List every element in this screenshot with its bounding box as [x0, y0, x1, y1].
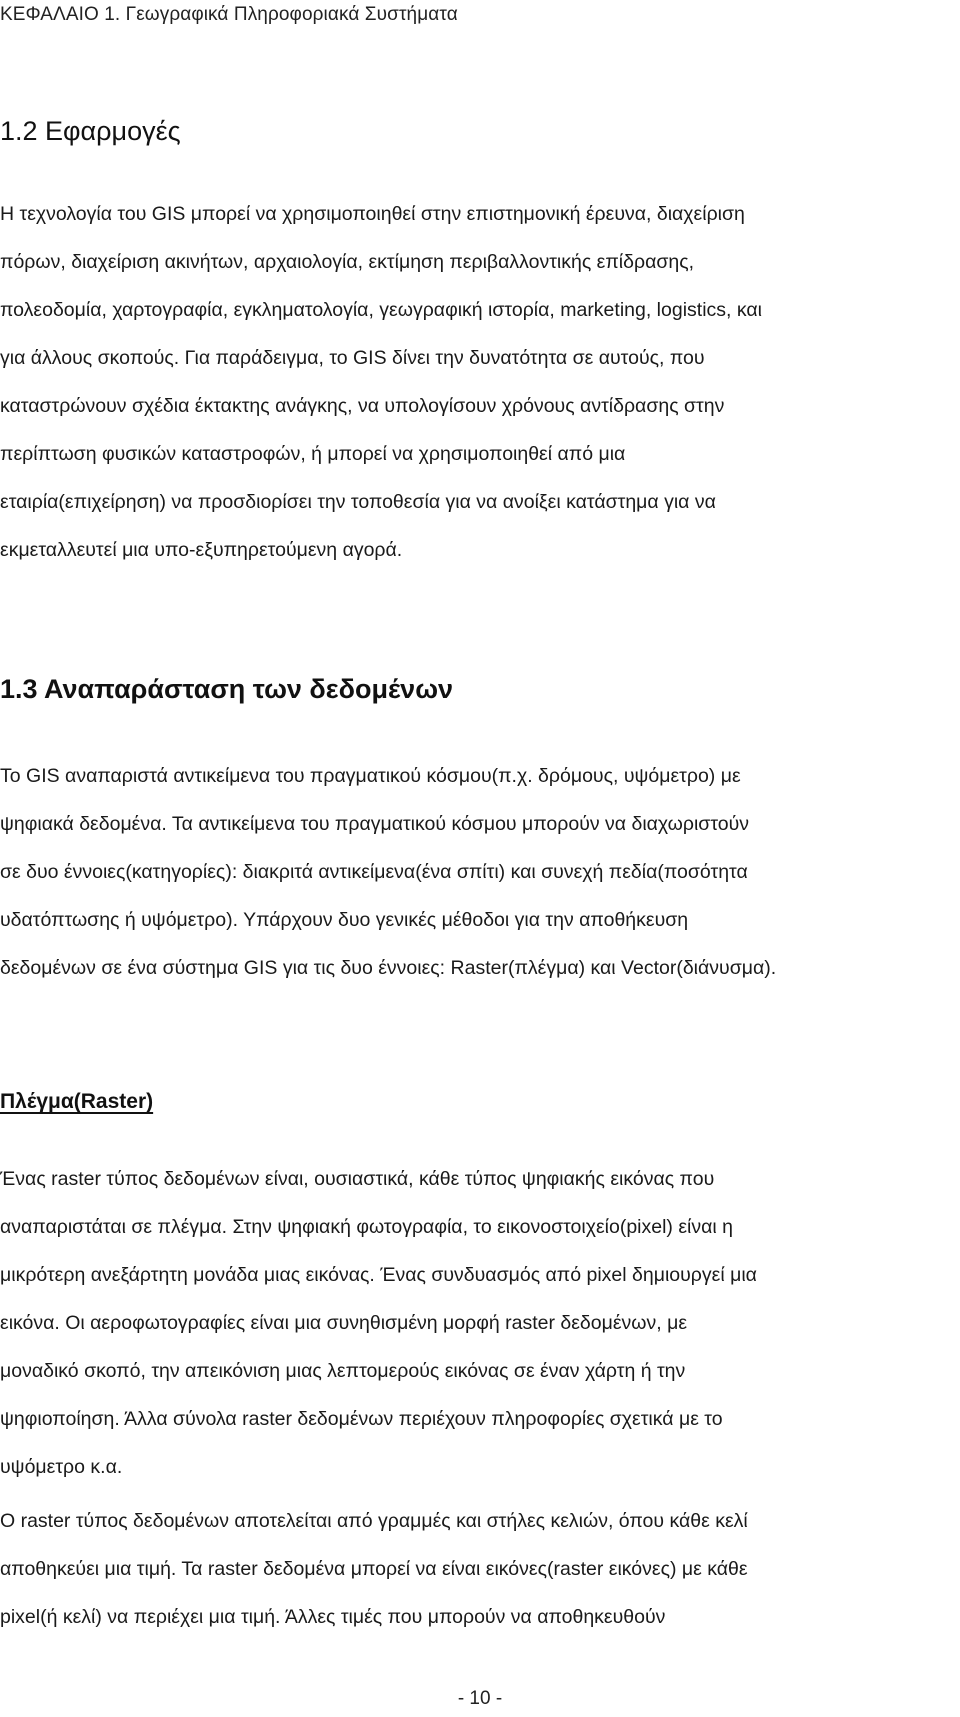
paragraph-representation: [0, 752, 950, 992]
text-line: υψόμετρο κ.α.: [0, 1456, 123, 1478]
page-number: - 10 -: [457, 1688, 503, 1709]
paragraph-applications: [0, 190, 950, 574]
text-line: ψηφιακά δεδομένα. Τα αντικείμενα του πραγματικού κόσμου μπορούν να διαχωριστούν: [0, 813, 750, 835]
text-line: Το GIS αναπαριστά αντικείμενα του πραγματικού κόσμου(π.χ. δρόμους, υψόμετρο) με: [0, 765, 741, 787]
text-line: σε δυο έννοιες(κατηγορίες): διακριτά αντικείμενα(ένα σπίτι) και συνεχή πεδία(ποσότητα: [0, 861, 748, 883]
text-line: αναπαριστάται σε πλέγμα. Στην ψηφιακή φωτογραφία, το εικονοστοιχείο(pixel) είναι η: [0, 1216, 733, 1238]
text-line: Ο raster τύπος δεδομένων αποτελείται από γραμμές και στήλες κελιών, όπου κάθε κελί: [0, 1510, 748, 1532]
text-line: για άλλους σκοπούς. Για παράδειγμα, το GIS δίνει την δυνατότητα σε αυτούς, που: [0, 347, 705, 369]
paragraph-raster-definition: [0, 1155, 950, 1491]
text-line: περίπτωση φυσικών καταστροφών, ή μπορεί να χρησιμοποιηθεί από μια: [0, 443, 626, 465]
paragraph-raster-cells: [0, 1497, 950, 1641]
text-line: μικρότερη ανεξάρτητη μονάδα μιας εικόνας. Ένας συνδυασμός από pixel δημιουργεί μια: [0, 1264, 757, 1286]
subheading-raster: Πλέγμα(Raster): [0, 1090, 154, 1113]
text-line: Η τεχνολογία του GIS μπορεί να χρησιμοποιηθεί στην επιστημονική έρευνα, διαχείριση: [0, 203, 745, 225]
text-line: Ένας raster τύπος δεδομένων είναι, ουσιαστικά, κάθε τύπος ψηφιακής εικόνας που: [0, 1168, 715, 1190]
running-header: ΚΕΦΑΛΑΙΟ 1. Γεωγραφικά Πληροφοριακά Συστήματα: [0, 4, 458, 25]
text-line: δεδομένων σε ένα σύστημα GIS για τις δυο έννοιες: Raster(πλέγμα) και Vector(διάνυσμα).: [0, 957, 777, 979]
text-line: εταιρία(επιχείρηση) να προσδιορίσει την τοποθεσία για να ανοίξει κατάστημα για να: [0, 491, 716, 513]
section-heading-representation: 1.3 Αναπαράσταση των δεδομένων: [0, 674, 454, 704]
text-line: καταστρώνουν σχέδια έκτακτης ανάγκης, να υπολογίσουν χρόνους αντίδρασης στην: [0, 395, 725, 417]
text-line: εκμεταλλευτεί μια υπο-εξυπηρετούμενη αγορά.: [0, 539, 403, 561]
text-line: μοναδικό σκοπό, την απεικόνιση μιας λεπτομερούς εικόνας σε έναν χάρτη ή την: [0, 1360, 686, 1382]
section-heading-applications: 1.2 Εφαρμογές: [0, 116, 181, 146]
text-line: αποθηκεύει μια τιμή. Τα raster δεδομένα μπορεί να είναι εικόνες(raster εικόνες) με κάθε: [0, 1558, 748, 1580]
text-line: υδατόπτωσης ή υψόμετρο). Υπάρχουν δυο γενικές μέθοδοι για την αποθήκευση: [0, 909, 689, 931]
text-line: εικόνα. Οι αεροφωτογραφίες είναι μια συνηθισμένη μορφή raster δεδομένων, με: [0, 1312, 688, 1334]
text-line: ψηφιοποίηση. Άλλα σύνολα raster δεδομένων περιέχουν πληροφορίες σχετικά με το: [0, 1408, 723, 1430]
text-line: πολεοδομία, χαρτογραφία, εγκληματολογία, γεωγραφική ιστορία, marketing, logistics, και: [0, 299, 762, 321]
text-line: πόρων, διαχείριση ακινήτων, αρχαιολογία, εκτίμηση περιβαλλοντικής επίδρασης,: [0, 251, 695, 273]
text-line: pixel(ή κελί) να περιέχει μια τιμή. Άλλες τιμές που μπορούν να αποθηκευθούν: [0, 1606, 666, 1628]
